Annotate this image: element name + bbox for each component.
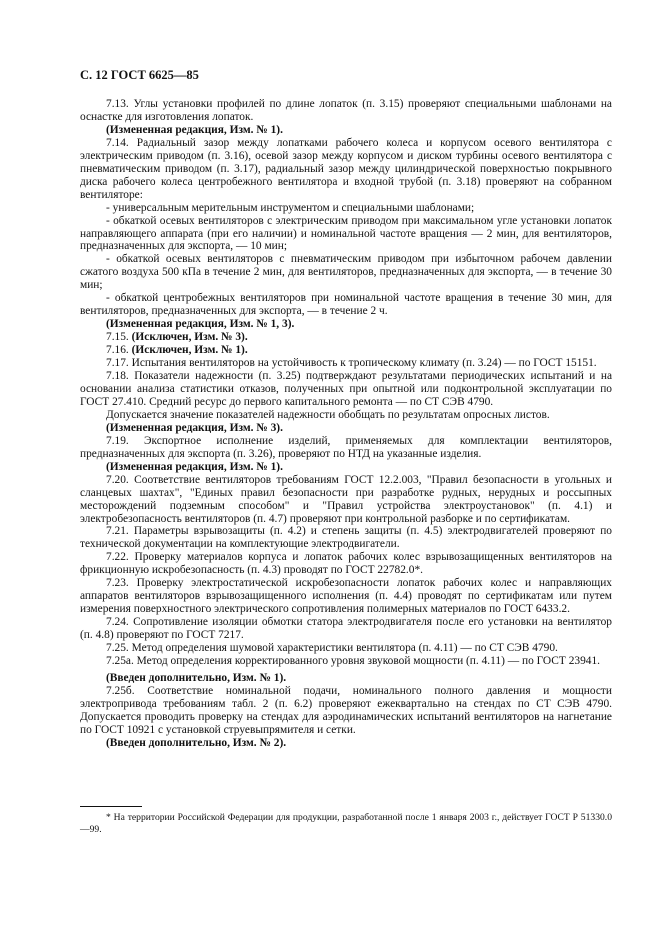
paragraph: 7.14. Радиальный зазор между лопатками рабочего колеса и корпусом осевого вентилятора с электрическим приводом (п. 3.16), осевой зазор между корпусом и диском турбины осевого вентилятора с пневматическим приводом (п. 3.17), радиальный зазор между цилиндрической поверхностью покрывного диска рабочего колеса центробежного вентилятора и входной трубой (п. 3.18) проверяют на собранном вентиляторе:	[80, 136, 612, 201]
paragraph: 7.25. Метод определения шумовой характеристики вентилятора (п. 4.11) — по СТ СЭВ 4790.	[106, 642, 558, 655]
amendment-note: (Измененная редакция, Изм. № 1, 3).	[106, 318, 295, 331]
paragraph: 7.25а. Метод определения корректированного уровня звуковой мощности (п. 4.11) — по ГОСТ 23941.	[106, 654, 601, 667]
amendment-note: (Измененная редакция, Изм. № 1).	[106, 460, 283, 473]
excluded-note: (Исключен, Изм. № 3).	[131, 331, 248, 344]
paragraph: - обкаткой осевых вентиляторов с электрическим приводом при максимальном угле установки лопаток направляющего аппарата (при его наличии) и номинальной частоте вращения — 2 мин, для вентиляторов, предназначенных для экспорта, — 10 мин;	[80, 214, 612, 253]
paragraph: 7.13. Углы установки профилей по длине лопаток (п. 3.15) проверяют специальными шаблонами на оснастке для изготовления лопаток.	[80, 98, 612, 123]
clause-number: 7.15.	[106, 331, 129, 344]
paragraph: - обкаткой центробежных вентиляторов при номинальной частоте вращения в течение 30 мин, для вентиляторов, предназначенных для экспорта, — в течение 2 ч.	[80, 292, 612, 318]
paragraph: 7.25б. Соответствие номинальной подачи, номинального полного давления и мощности электропривода требованиям табл. 2 (п. 6.2) проверяют ежеквартально на стендах по СТ СЭВ 4790. Допускается проводить проверку на стендах для аэродинамических испытаний вентиляторов на нагнетание по ГОСТ 10921 с установкой струевыпрямителя и сетки.	[80, 684, 612, 736]
paragraph: 7.24. Сопротивление изоляции обмотки статора электродвигателя после его установки на вентилятор (п. 4.8) проверяют по ГОСТ 7217.	[80, 616, 612, 642]
amendment-note: (Измененная редакция, Изм. № 3).	[106, 421, 283, 434]
amendment-note: (Измененная редакция, Изм. № 1).	[106, 123, 283, 136]
paragraph: 7.17. Испытания вентиляторов на устойчивость к тропическому климату (п. 3.24) — по ГОСТ 15151.	[106, 357, 597, 370]
footnote-divider	[80, 806, 142, 807]
paragraph	[80, 344, 612, 357]
excluded-note: (Исключен, Изм. № 1).	[131, 344, 248, 357]
amendment-note: (Введен дополнительно, Изм. № 2).	[106, 736, 287, 749]
paragraph: - универсальным мерительным инструментом и специальными шаблонами;	[106, 201, 475, 214]
paragraph: 7.21. Параметры взрывозащиты (п. 4.2) и степень защиты (п. 4.5) электродвигателей проверяют по технической документации на комплектующие электродвигатели.	[80, 525, 612, 551]
document-body	[80, 98, 612, 750]
paragraph: 7.19. Экспортное исполнение изделий, применяемых для комплектации вентиляторов, предназначенных для экспорта (п. 3.26), проверяют по НТД на указанные изделия.	[80, 434, 612, 460]
paragraph: 7.20. Соответствие вентиляторов требованиям ГОСТ 12.2.003, "Правил безопасности в угольных и сланцевых шахтах", "Единых правил безопасности при разработке рудных, нерудных и россыпных месторождений подземным способом" и "Правил устройства электроустановок" (п. 4.1) и электробезопасность вентиляторов (п. 4.7) проверяют при контрольной разборке и по сертификатам.	[80, 473, 612, 525]
paragraph: - обкаткой осевых вентиляторов с пневматическим приводом при избыточном рабочем давлении сжатого воздуха 500 кПа в течение 2 мин, для вентиляторов, предназначенных для экспорта, — в течение 30 мин;	[80, 253, 612, 292]
paragraph: Допускается значение показателей надежности обобщать по результатам опросных листов.	[106, 408, 550, 421]
clause-number: 7.16.	[106, 344, 129, 357]
paragraph: 7.18. Показатели надежности (п. 3.25) подтверждают результатами периодических испытаний и на основании анализа статистики отказов, полученных при опытной или подконтрольной эксплуатации по ГОСТ 27.410. Средний ресурс до первого капитального ремонта — по СТ СЭВ 4790.	[80, 370, 612, 408]
paragraph: 7.22. Проверку материалов корпуса и лопаток рабочих колес взрывозащищенных вентиляторов на фрикционную искробезопасность (п. 4.3) проводят по ГОСТ 22782.0*.	[80, 551, 612, 577]
paragraph	[80, 331, 612, 344]
amendment-note: (Введен дополнительно, Изм. № 1).	[106, 671, 287, 684]
paragraph: 7.23. Проверку электростатической искробезопасности лопаток рабочих колес и направляющих аппаратов вентиляторов взрывозащищенного исполнения (п. 4.4) проводят по сертификатам или путем измерения поверхностного электрического сопротивления полимерных материалов по ГОСТ 6433.2.	[80, 577, 612, 616]
footnote: * На территории Российской Федерации для продукции, разработанной после 1 января 2003 г., действует ГОСТ Р 51330.0—99.	[80, 812, 612, 835]
page-header: С. 12 ГОСТ 6625—85	[80, 68, 199, 82]
